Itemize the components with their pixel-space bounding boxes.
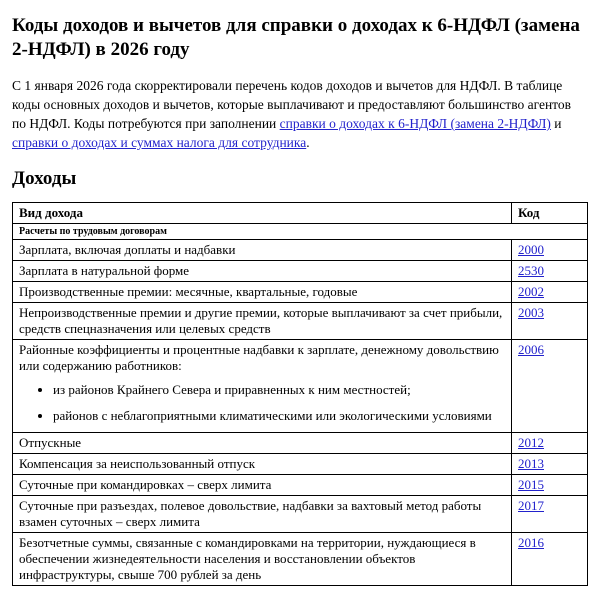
- income-code-cell: [512, 533, 588, 586]
- income-code-cell: [512, 240, 588, 261]
- income-code-cell: [512, 340, 588, 433]
- intro-paragraph: [12, 76, 588, 152]
- table-row: [13, 340, 588, 433]
- code-link[interactable]: 2530: [518, 263, 544, 278]
- income-type-cell: Компенсация за неиспользованный отпуск: [13, 454, 512, 475]
- link-spravka-sotrudnik[interactable]: справки о доходах и суммах налога для сотрудника: [12, 135, 307, 150]
- table-row: [13, 533, 588, 586]
- table-row: [13, 454, 588, 475]
- code-link[interactable]: 2003: [518, 305, 544, 320]
- table-row: [13, 496, 588, 533]
- table-row: [13, 282, 588, 303]
- table-subheading-label: Расчеты по трудовым договорам: [13, 224, 588, 240]
- income-type-cell: Безотчетные суммы, связанные с командировками на территории, нуждающиеся в обеспечении жизнедеятельности населения и восстановлении объектов инфраструктуры, свыше 700 рублей за день: [13, 533, 512, 586]
- income-code-cell: [512, 261, 588, 282]
- table-row: [13, 433, 588, 454]
- income-type-cell: Суточные при разъездах, полевое довольствие, надбавки за вахтовый метод работы взамен суточных – сверх лимита: [13, 496, 512, 533]
- income-code-cell: [512, 454, 588, 475]
- intro-text-part1: С 1 января 2026 года скорректировали перечень кодов доходов и вычетов для НДФЛ. В таблице коды основных доходов и вычетов, которые выплачивают и предоставляют большинство агентов по НДФЛ. Коды потребуются при заполнении: [12, 78, 572, 131]
- income-type-cell: Непроизводственные премии и другие премии, которые выплачивают за счет прибыли, средств спецназначения или целевых средств: [13, 303, 512, 340]
- header-income-type: Вид дохода: [13, 203, 512, 224]
- table-subheading-row: [13, 224, 588, 240]
- income-code-cell: [512, 496, 588, 533]
- income-type-cell: [13, 340, 512, 433]
- income-type-cell: Отпускные: [13, 433, 512, 454]
- income-type-text: Районные коэффициенты и процентные надбавки к зарплате, денежному довольствию или содержанию работников:: [19, 342, 499, 373]
- code-link[interactable]: 2006: [518, 342, 544, 357]
- code-link[interactable]: 2012: [518, 435, 544, 450]
- intro-text-part3: .: [306, 135, 310, 150]
- code-link[interactable]: 2000: [518, 242, 544, 257]
- table-header-row: [13, 203, 588, 224]
- income-type-cell: Зарплата в натуральной форме: [13, 261, 512, 282]
- income-code-cell: [512, 282, 588, 303]
- code-link[interactable]: 2013: [518, 456, 544, 471]
- intro-text-part2: и: [550, 116, 562, 131]
- table-row: [13, 261, 588, 282]
- page-title: Коды доходов и вычетов для справки о доходах к 6-НДФЛ (замена 2-НДФЛ) в 2026 году: [12, 15, 580, 60]
- table-row: [13, 240, 588, 261]
- income-codes-table: [12, 202, 588, 586]
- income-code-cell: [512, 475, 588, 496]
- income-type-cell: Суточные при командировках – сверх лимита: [13, 475, 512, 496]
- header-code: Код: [512, 203, 588, 224]
- table-row: [13, 475, 588, 496]
- link-spravka-6ndfl[interactable]: справки о доходах к 6-НДФЛ (замена 2-НДФЛ): [279, 116, 551, 131]
- section-heading-income: Доходы: [12, 168, 77, 189]
- code-link[interactable]: 2015: [518, 477, 544, 492]
- income-type-bullet-list: [19, 382, 506, 424]
- income-code-cell: [512, 433, 588, 454]
- income-type-cell: Производственные премии: месячные, квартальные, годовые: [13, 282, 512, 303]
- list-item: • из районов Крайнего Севера и приравненных к ним местностей;: [53, 382, 506, 398]
- list-item: • районов с неблагоприятными климатическими или экологическими условиями: [53, 408, 506, 424]
- table-row: [13, 303, 588, 340]
- income-type-cell: Зарплата, включая доплаты и надбавки: [13, 240, 512, 261]
- code-link[interactable]: 2002: [518, 284, 544, 299]
- income-code-cell: [512, 303, 588, 340]
- code-link[interactable]: 2016: [518, 535, 544, 550]
- code-link[interactable]: 2017: [518, 498, 544, 513]
